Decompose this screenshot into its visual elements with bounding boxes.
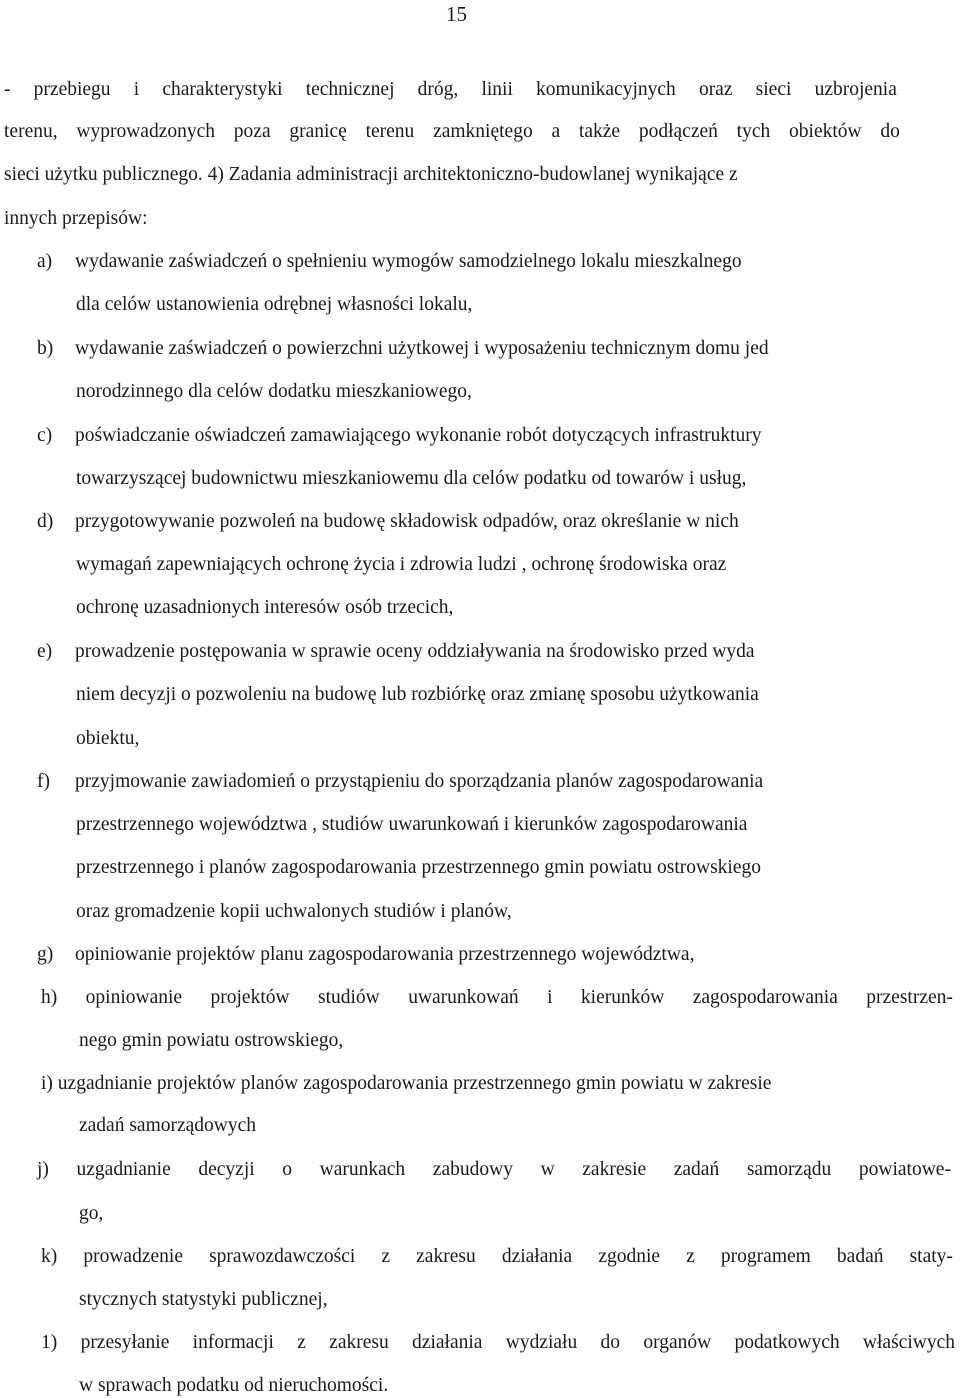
list-text-e-2: niem decyzji o pozwoleniu na budowę lub rozbiórkę oraz zmianę sposobu użytkowania bbox=[76, 684, 759, 705]
word: w bbox=[540, 1159, 555, 1180]
word: i bbox=[133, 79, 140, 100]
list-item-b bbox=[37, 337, 769, 361]
word: linii bbox=[481, 79, 513, 100]
word: charakterystyki bbox=[162, 79, 283, 100]
word: uzgadnianie bbox=[76, 1159, 171, 1180]
word: zagospodarowania bbox=[692, 987, 838, 1008]
word: uzbrojenia bbox=[814, 79, 897, 100]
word: studiów bbox=[318, 987, 380, 1008]
list-label-a: a) bbox=[37, 251, 53, 272]
word: uwarunkowań bbox=[408, 987, 519, 1008]
list-label-b: b) bbox=[37, 338, 54, 359]
text-line-4: innych przepisów: bbox=[4, 208, 148, 229]
list-text-f-3: przestrzennego i planów zagospodarowania przestrzennego gmin powiatu ostrowskiego bbox=[76, 857, 761, 878]
list-text-b-2: norodzinnego dla celów dodatku mieszkaniowego, bbox=[76, 381, 472, 402]
list-label-d: d) bbox=[37, 511, 54, 532]
word: sprawozdawczości bbox=[209, 1246, 356, 1267]
word: a bbox=[551, 121, 561, 142]
word: podłączeń bbox=[638, 121, 718, 142]
list-item-e bbox=[37, 640, 755, 664]
list-label-g: g) bbox=[37, 944, 54, 965]
word: kierunków bbox=[580, 987, 665, 1008]
list-label-e: e) bbox=[37, 641, 53, 662]
word: prowadzenie bbox=[83, 1246, 183, 1267]
word: oraz bbox=[698, 79, 733, 100]
text-line-1 bbox=[4, 78, 897, 102]
word: obiektów bbox=[789, 121, 862, 142]
list-item-f bbox=[37, 770, 763, 794]
word: samorządu bbox=[746, 1159, 832, 1180]
list-item-1 bbox=[41, 1331, 955, 1355]
word: do bbox=[600, 1332, 621, 1353]
word: zabudowy bbox=[432, 1159, 513, 1180]
word: dróg, bbox=[417, 79, 459, 100]
list-text-i-2: zadań samorządowych bbox=[79, 1115, 257, 1136]
list-label-c: c) bbox=[37, 425, 53, 446]
list-text-k-2: stycznych statystyki publicznej, bbox=[79, 1289, 328, 1310]
word: sieci bbox=[755, 79, 792, 100]
word: tych bbox=[736, 121, 771, 142]
list-text-a-1: wydawanie zaświadczeń o spełnieniu wymogów samodzielnego lokalu mieszkalnego bbox=[75, 251, 742, 272]
word: k) bbox=[41, 1246, 58, 1267]
word: opiniowanie bbox=[85, 987, 183, 1008]
word: z bbox=[381, 1246, 391, 1267]
word: zakresu bbox=[329, 1332, 389, 1353]
list-text-e-1: prowadzenie postępowania w sprawie oceny oddziaływania na środowisko przed wyda bbox=[75, 641, 755, 662]
list-text-1-2: w sprawach podatku od nieruchomości. bbox=[79, 1375, 389, 1396]
list-item-h bbox=[41, 986, 953, 1010]
word: o bbox=[282, 1159, 293, 1180]
list-text-a-2: dla celów ustanowienia odrębnej własności lokalu, bbox=[76, 294, 473, 315]
word: zgodnie bbox=[598, 1246, 661, 1267]
list-text-c-2: towarzyszącej budownictwu mieszkaniowemu dla celów podatku od towarów i usług, bbox=[76, 468, 747, 489]
list-text-f-2: przestrzennego województwa , studiów uwarunkowań i kierunków zagospodarowania bbox=[76, 814, 748, 835]
word: z bbox=[686, 1246, 695, 1267]
word: terenu bbox=[365, 121, 415, 142]
list-item-i: i) uzgadnianie projektów planów zagospodarowania przestrzennego gmin powiatu w zakresie bbox=[41, 1073, 772, 1094]
word: działania bbox=[501, 1246, 573, 1267]
word: zadań bbox=[673, 1159, 720, 1180]
word: badań bbox=[836, 1246, 884, 1267]
word: 1) bbox=[41, 1332, 58, 1353]
list-text-c-1: poświadczanie oświadczeń zamawiającego wykonanie robót dotyczących infrastruktury bbox=[75, 425, 762, 446]
word: z bbox=[297, 1332, 306, 1353]
list-item-a bbox=[37, 250, 742, 274]
word: podatkowych bbox=[734, 1332, 840, 1353]
text-line-2 bbox=[4, 120, 900, 144]
list-text-d-1: przygotowywanie pozwoleń na budowę składowisk odpadów, oraz określanie w nich bbox=[75, 511, 739, 532]
word: także bbox=[578, 121, 621, 142]
word: zamkniętego bbox=[433, 121, 533, 142]
list-item-g bbox=[37, 943, 694, 967]
list-text-j-2: go, bbox=[79, 1203, 104, 1224]
word: j) bbox=[37, 1159, 49, 1180]
page-number: 15 bbox=[446, 2, 467, 26]
word: decyzji bbox=[198, 1159, 255, 1180]
word: staty- bbox=[909, 1246, 953, 1267]
word: - bbox=[4, 79, 11, 100]
word: i bbox=[547, 987, 553, 1008]
list-text-f-1: przyjmowanie zawiadomień o przystąpieniu do sporządzania planów zagospodarowania bbox=[75, 771, 764, 792]
word: organów bbox=[643, 1332, 712, 1353]
list-label-f: f) bbox=[37, 771, 50, 792]
word: działania bbox=[412, 1332, 483, 1353]
list-item-d bbox=[37, 510, 739, 534]
word: zakresie bbox=[582, 1159, 647, 1180]
word: wyprowadzonych bbox=[76, 121, 216, 142]
word: informacji bbox=[192, 1332, 274, 1353]
list-text-d-2: wymagań zapewniających ochronę życia i zdrowia ludzi , ochronę środowiska oraz bbox=[76, 554, 727, 575]
word: przesyłanie bbox=[80, 1332, 170, 1353]
word: h) bbox=[41, 987, 58, 1008]
word: technicznej bbox=[305, 79, 395, 100]
list-text-g-1: opiniowanie projektów planu zagospodarowania przestrzennego województwa, bbox=[75, 944, 695, 965]
list-item-j bbox=[37, 1158, 951, 1182]
word: powiatowe- bbox=[858, 1159, 951, 1180]
word: przebiegu bbox=[33, 79, 111, 100]
word: komunikacyjnych bbox=[536, 79, 676, 100]
word: zakresu bbox=[416, 1246, 476, 1267]
word: warunkach bbox=[319, 1159, 406, 1180]
text-line-3: sieci użytku publicznego. 4) Zadania administracji architektoniczno-budowlanej wynikające z bbox=[4, 164, 738, 185]
word: przestrzen- bbox=[866, 987, 953, 1008]
word: terenu, bbox=[4, 121, 58, 142]
list-item-c bbox=[37, 424, 762, 448]
list-text-b-1: wydawanie zaświadczeń o powierzchni użytkowej i wyposażeniu technicznym domu jed bbox=[75, 338, 769, 359]
word: poza bbox=[233, 121, 271, 142]
word: do bbox=[880, 121, 900, 142]
list-text-e-3: obiektu, bbox=[76, 728, 140, 749]
list-text-h-2: nego gmin powiatu ostrowskiego, bbox=[79, 1030, 344, 1051]
list-text-d-3: ochronę uzasadnionych interesów osób trzecich, bbox=[76, 597, 454, 618]
word: wydziału bbox=[505, 1332, 578, 1353]
word: właściwych bbox=[862, 1332, 955, 1353]
list-text-f-4: oraz gromadzenie kopii uchwalonych studiów i planów, bbox=[76, 901, 512, 922]
word: projektów bbox=[210, 987, 290, 1008]
word: granicę bbox=[289, 121, 347, 142]
list-item-k bbox=[41, 1245, 953, 1269]
word: programem bbox=[720, 1246, 811, 1267]
